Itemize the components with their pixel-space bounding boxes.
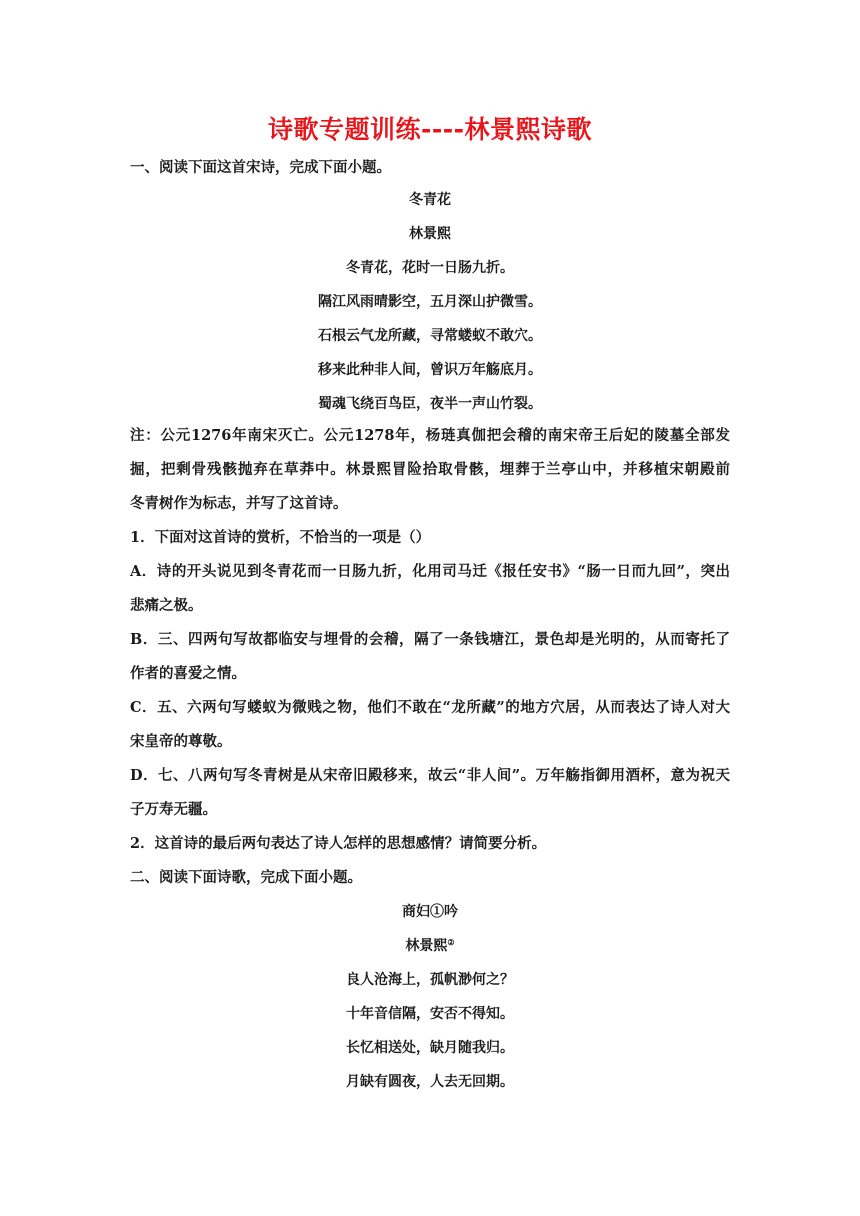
poem2-line-1: 良人沧海上，孤帆渺何之？ [346,972,514,988]
option-d-line-2: 子万寿无疆。 [130,801,217,818]
option-b-line-2: 作者的喜爱之情。 [130,665,246,682]
poem1-line-3: 石根云气龙所藏，寻常蝼蚁不敢穴。 [318,328,542,344]
note-line-1: 注：公元1276年南宋灭亡。公元1278年，杨琏真伽把会稽的南宋帝王后妃的陵墓全部发 [130,427,730,444]
option-a-line-2: 悲痛之极。 [130,597,203,614]
section2-heading: 二、阅读下面诗歌，完成下面小题。 [130,869,362,886]
poem1-line-2: 隔江风雨晴影空，五月深山护微雪。 [318,294,542,310]
question-2: 2．这首诗的最后两句表达了诗人怎样的思想感情？请简要分析。 [130,835,547,852]
question-1: 1．下面对这首诗的赏析，不恰当的一项是（） [130,529,431,546]
poem2-author-note-mark: ② [447,937,455,947]
poem2-author: 林景熙 [405,938,448,954]
section1-heading: 一、阅读下面这首宋诗，完成下面小题。 [130,159,391,176]
poem2-author-wrap [0,936,860,956]
option-c-line-2: 宋皇帝的尊敬。 [130,733,232,750]
poem1-line-5: 蜀魂飞绕百鸟臣，夜半一声山竹裂。 [318,396,542,412]
poem2-line-4: 月缺有圆夜，人去无回期。 [346,1074,514,1090]
poem1-author: 林景熙 [409,226,451,242]
poem2-line-3: 长忆相送处，缺月随我归。 [346,1040,514,1056]
poem1-line-4: 移来此种非人间，曾识万年觞底月。 [318,362,542,378]
poem2-title: 商妇①吟 [402,904,458,920]
option-a-line-1: A．诗的开头说见到冬青花而一日肠九折，化用司马迁《报任安书》“肠一日而九回”，突出 [130,563,730,580]
page-title: 诗歌专题训练----林景熙诗歌 [267,115,592,144]
note-line-3: 冬青树作为标志，并写了这首诗。 [130,495,348,512]
note-line-2: 掘，把剩骨残骸抛弃在草莽中。林景熙冒险拾取骨骸，埋葬于兰亭山中，并移植宋朝殿前 [130,461,730,478]
option-b-line-1: B．三、四两句写故都临安与埋骨的会稽，隔了一条钱塘江，景色却是光明的，从而寄托了 [130,631,730,648]
poem1-line-1: 冬青花，花时一日肠九折。 [346,260,514,276]
poem2-line-2: 十年音信隔，安否不得知。 [346,1006,514,1022]
poem1-title: 冬青花 [409,192,451,208]
option-c-line-1: C．五、六两句写蝼蚁为微贱之物，他们不敢在“龙所藏”的地方穴居，从而表达了诗人对大 [130,699,730,716]
option-d-line-1: D．七、八两句写冬青树是从宋帝旧殿移来，故云“非人间”。万年觞指御用酒杯，意为祝天 [130,767,730,784]
